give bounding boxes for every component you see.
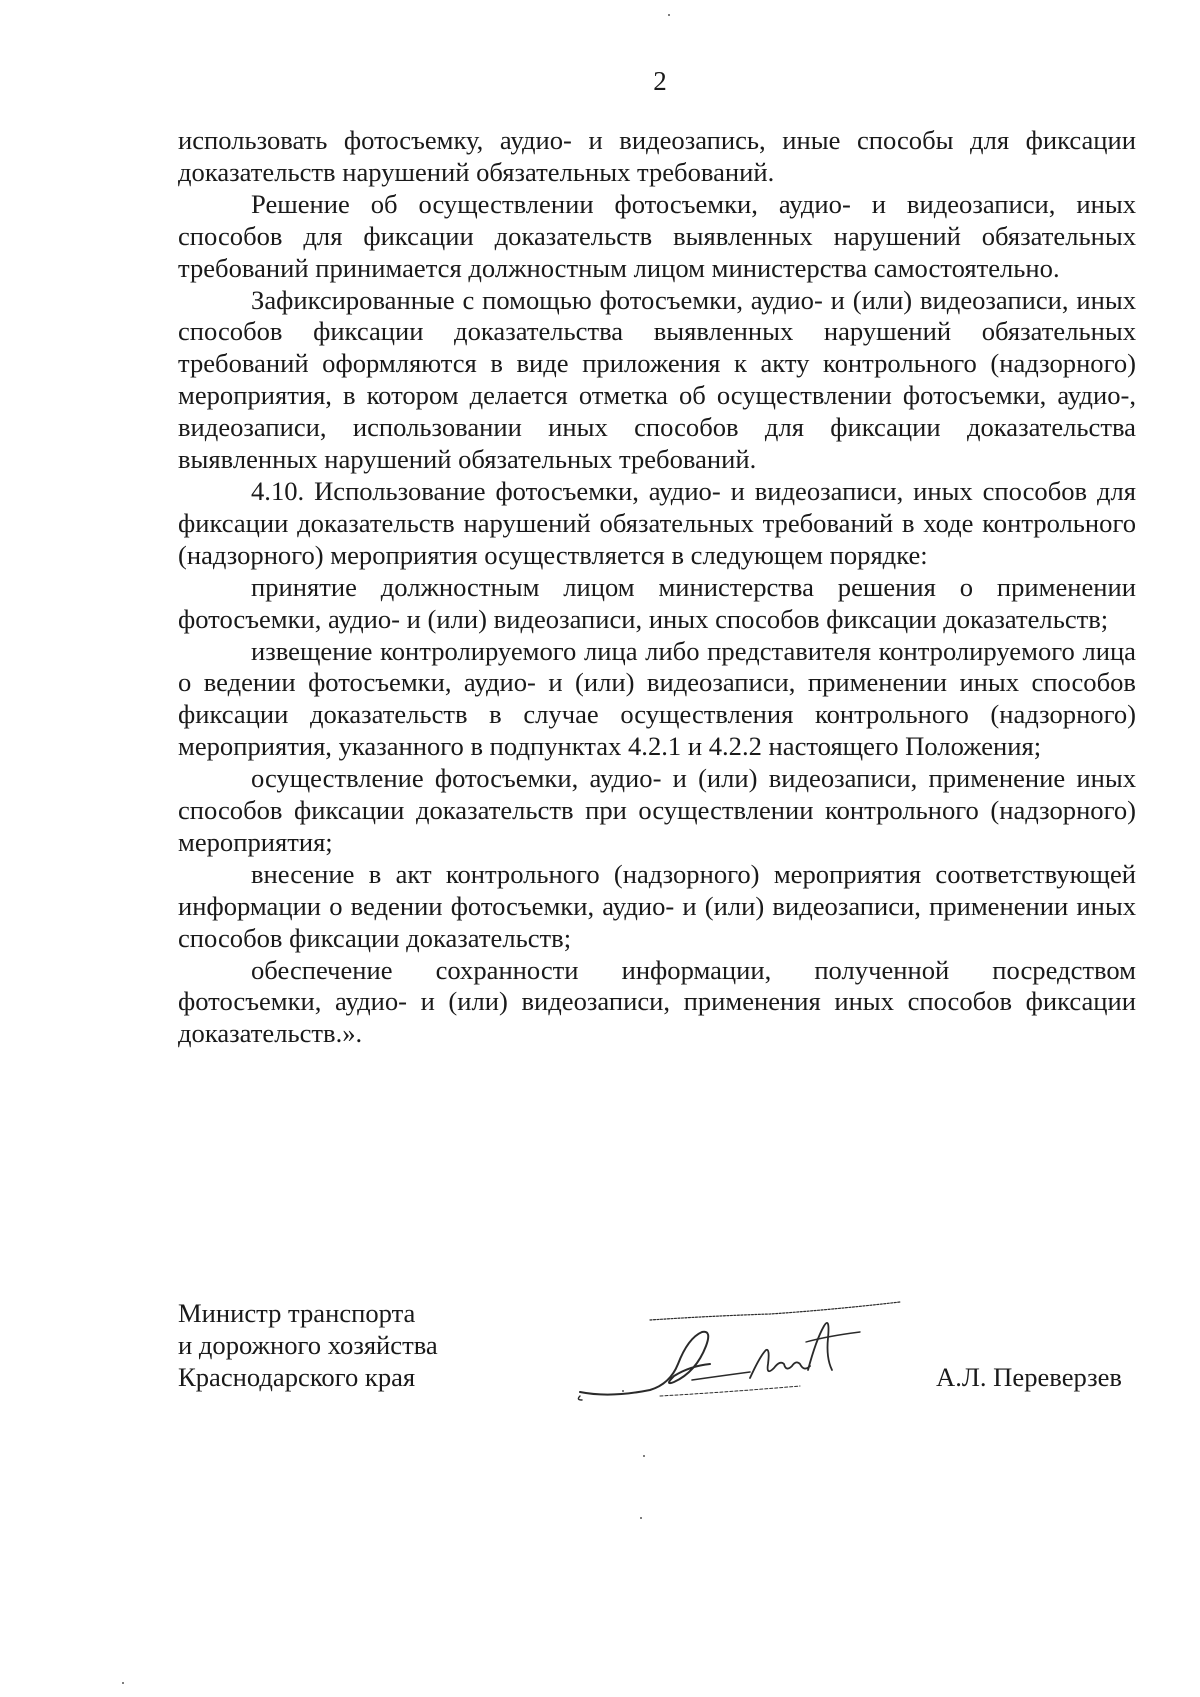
signatory-position	[178, 1298, 438, 1394]
paragraph: обеспечение сохранности информации, полученной посредством фотосъемки, аудио- и (или) видеозаписи, применения иных способов фиксации доказательств.».	[178, 954, 1136, 1049]
scan-speck	[668, 14, 670, 16]
scan-speck	[640, 1517, 642, 1519]
page-number: 2	[653, 66, 667, 96]
paragraph: принятие должностным лицом министерства решения о применении фотосъемки, аудио- и (или) видеозаписи, иных способов фиксации доказательств;	[178, 571, 1136, 634]
position-line: Краснодарского края	[178, 1361, 416, 1392]
paragraph: Зафиксированные с помощью фотосъемки, аудио- и (или) видеозаписи, иных способов фиксации доказательства выявленных нарушений обязательных требований оформляются в виде приложения к акту контрольного (надзорного) мероприятия, в котором делается отметка об осуществлении фотосъемки, аудио-, видеозаписи, использовании иных способов для фиксации доказательства выявленных нарушений обязательных требований.	[178, 284, 1136, 475]
scan-speck	[643, 1455, 645, 1457]
paragraph: извещение контролируемого лица либо представителя контролируемого лица о ведении фотосъемки, аудио- и (или) видеозаписи, применении иных способов фиксации доказательств в случае осуществления контрольного (надзорного) мероприятия, указанного в подпунктах 4.2.1 и 4.2.2 настоящего Положения;	[178, 635, 1136, 762]
paragraph: Решение об осуществлении фотосъемки, аудио- и видеозаписи, иных способов для фиксации доказательств выявленных нарушений обязательных требований принимается должностным лицом министерства самостоятельно.	[178, 188, 1136, 283]
handwritten-signature	[570, 1280, 960, 1410]
paragraph: внесение в акт контрольного (надзорного) мероприятия соответствующей информации о ведении фотосъемки, аудио- и (или) видеозаписи, применении иных способов фиксации доказательств;	[178, 858, 1136, 953]
signatory-name: А.Л. Переверзев	[936, 1362, 1122, 1392]
position-line: Министр транспорта	[178, 1298, 416, 1328]
scan-speck	[122, 1682, 124, 1684]
paragraph: осуществление фотосъемки, аудио- и (или) видеозаписи, применение иных способов фиксации доказательств при осуществлении контрольного (надзорного) мероприятия;	[178, 763, 1136, 857]
paragraph: использовать фотосъемку, аудио- и видеозапись, иные способы для фиксации доказательств нарушений обязательных требований.	[178, 125, 1136, 187]
scan-speck	[622, 1390, 624, 1392]
document-body	[178, 125, 1136, 1050]
paragraph: 4.10. Использование фотосъемки, аудио- и видеозаписи, иных способов для фиксации доказательств нарушений обязательных требований в ходе контрольного (надзорного) мероприятия осуществляется в следующем порядке:	[178, 475, 1136, 570]
position-line: и дорожного хозяйства	[178, 1329, 438, 1360]
